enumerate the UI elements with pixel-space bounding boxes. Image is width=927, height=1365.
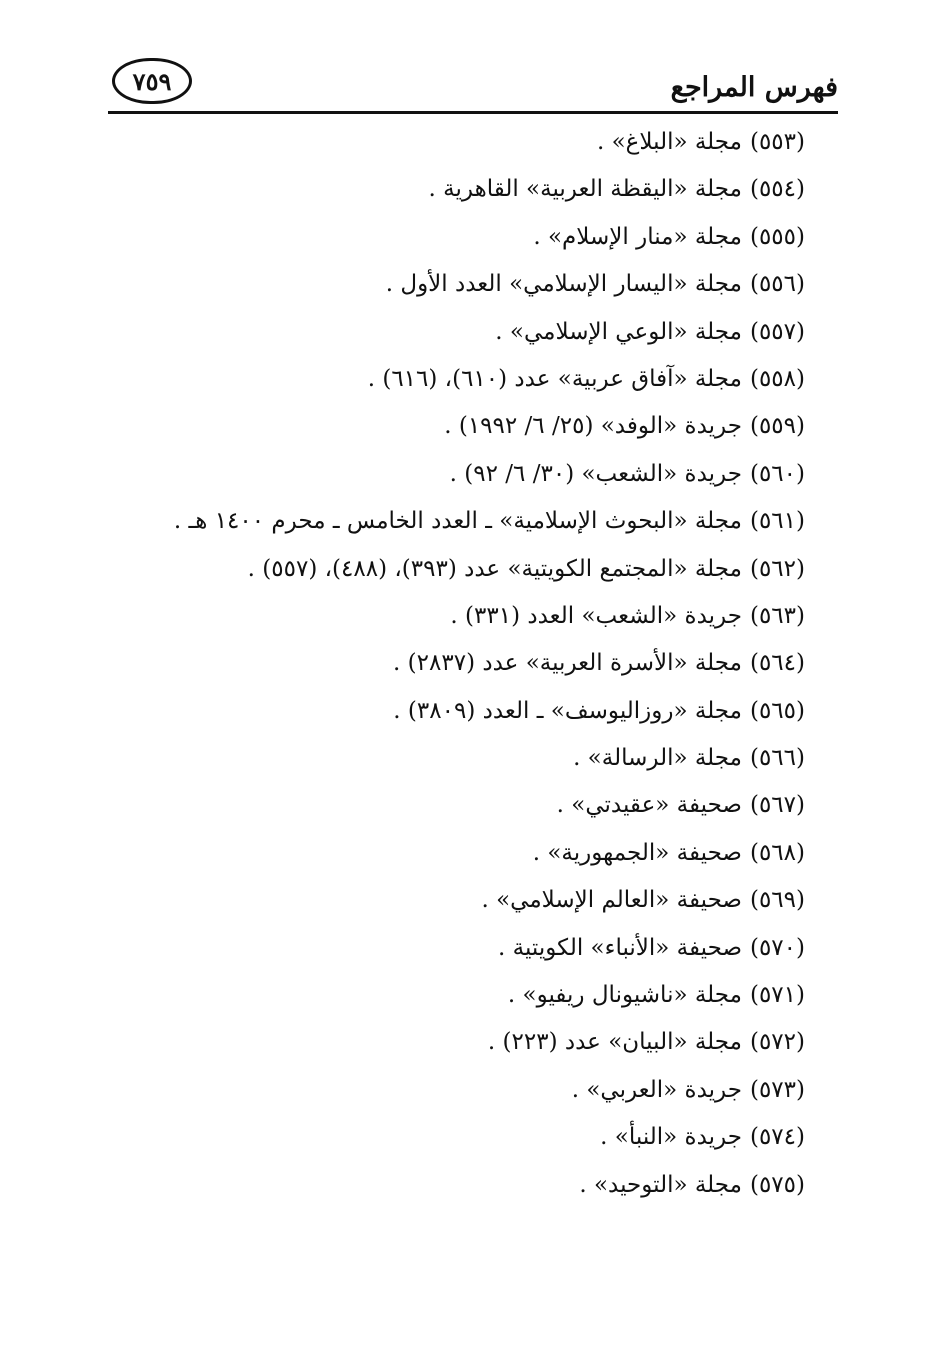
reference-item	[105, 1067, 805, 1114]
page-number: ٧٥٩	[132, 66, 172, 96]
reference-number: (٥٧٤)	[749, 1124, 805, 1151]
reference-number: (٥٥٧)	[749, 318, 805, 345]
reference-number: (٥٦١)	[749, 508, 805, 535]
reference-item	[105, 1019, 805, 1066]
reference-text: مجلة «اليسار الإسلامي» العدد الأول .	[385, 271, 742, 298]
reference-item	[105, 214, 805, 261]
reference-item	[105, 309, 805, 356]
reference-number: (٥٦٩)	[749, 887, 805, 914]
reference-text: مجلة «اليقظة العربية» القاهرية .	[428, 176, 742, 203]
reference-number: (٥٦٧)	[749, 792, 805, 819]
reference-text: مجلة «البيان» عدد (٢٢٣) .	[487, 1029, 742, 1056]
reference-text: جريدة «النبأ» .	[600, 1124, 742, 1151]
reference-number: (٥٧٥)	[749, 1171, 805, 1198]
reference-text: مجلة «ناشيونال ريفيو» .	[507, 982, 742, 1009]
reference-number: (٥٦٠)	[749, 460, 805, 487]
reference-text: مجلة «البلاغ» .	[596, 129, 742, 155]
reference-number: (٥٥٨)	[749, 365, 805, 392]
reference-item	[105, 830, 805, 877]
reference-number: (٥٧٢)	[749, 1029, 805, 1056]
page-number-badge	[112, 58, 192, 104]
reference-text: مجلة «منار الإسلام» .	[533, 223, 742, 250]
reference-number: (٥٦٣)	[749, 602, 805, 629]
reference-text: مجلة «المجتمع الكويتية» عدد (٣٩٣)، (٤٨٨)، (٥٥٧) .	[247, 555, 742, 582]
reference-item	[105, 688, 805, 735]
reference-item	[105, 925, 805, 972]
reference-text: جريدة «الشعب» العدد (٣٣١) .	[450, 602, 742, 629]
reference-item	[105, 593, 805, 640]
reference-number: (٥٥٣)	[749, 129, 805, 155]
reference-text: جريدة «العربي» .	[571, 1076, 742, 1103]
reference-item	[105, 119, 805, 166]
reference-number: (٥٧٣)	[749, 1076, 805, 1103]
reference-number: (٥٥٥)	[749, 223, 805, 250]
reference-item	[105, 640, 805, 687]
reference-text: مجلة «روزاليوسف» ـ العدد (٣٨٠٩) .	[393, 697, 742, 724]
reference-item	[105, 735, 805, 782]
reference-item	[105, 166, 805, 213]
reference-item	[105, 972, 805, 1019]
reference-text: مجلة «التوحيد» .	[579, 1171, 742, 1198]
reference-number: (٥٦٦)	[749, 745, 805, 772]
reference-text: جريدة «الوفد» (٢٥/ ٦/ ١٩٩٢) .	[444, 413, 742, 440]
reference-number: (٥٦٥)	[749, 697, 805, 724]
reference-text: مجلة «الرسالة» .	[573, 745, 742, 772]
reference-item	[105, 403, 805, 450]
page-title: فهرس المراجع	[670, 72, 838, 103]
reference-text: صحيفة «الجمهورية» .	[532, 839, 742, 866]
reference-text: صحيفة «العالم الإسلامي» .	[481, 887, 742, 914]
reference-text: مجلة «الوعي الإسلامي» .	[495, 318, 742, 345]
reference-number: (٥٦٤)	[749, 650, 805, 677]
reference-text: مجلة «الأسرة العربية» عدد (٢٨٣٧) .	[393, 650, 742, 677]
header-divider	[108, 111, 838, 114]
reference-text: مجلة «آفاق عربية» عدد (٦١٠)، (٦١٦) .	[367, 365, 742, 392]
reference-text: صحيفة «عقيدتي» .	[556, 792, 742, 819]
reference-item	[105, 356, 805, 403]
reference-number: (٥٧١)	[749, 982, 805, 1009]
reference-list	[105, 119, 805, 1209]
reference-item	[105, 1162, 805, 1209]
reference-item	[105, 451, 805, 498]
reference-number: (٥٧٠)	[749, 934, 805, 961]
reference-item	[105, 498, 805, 545]
reference-item	[105, 782, 805, 829]
reference-number: (٥٥٦)	[749, 271, 805, 298]
reference-text: مجلة «البحوث الإسلامية» ـ العدد الخامس ـ محرم ١٤٠٠ هـ .	[173, 508, 742, 535]
reference-text: صحيفة «الأنباء» الكويتية .	[498, 934, 742, 961]
reference-item	[105, 877, 805, 924]
reference-item	[105, 261, 805, 308]
reference-item	[105, 546, 805, 593]
reference-number: (٥٥٤)	[749, 176, 805, 203]
reference-item	[105, 1114, 805, 1161]
reference-number: (٥٦٨)	[749, 839, 805, 866]
reference-text: جريدة «الشعب» (٣٠/ ٦/ ٩٢) .	[449, 460, 742, 487]
reference-number: (٥٦٢)	[749, 555, 805, 582]
reference-number: (٥٥٩)	[749, 413, 805, 440]
page-header	[108, 50, 838, 114]
